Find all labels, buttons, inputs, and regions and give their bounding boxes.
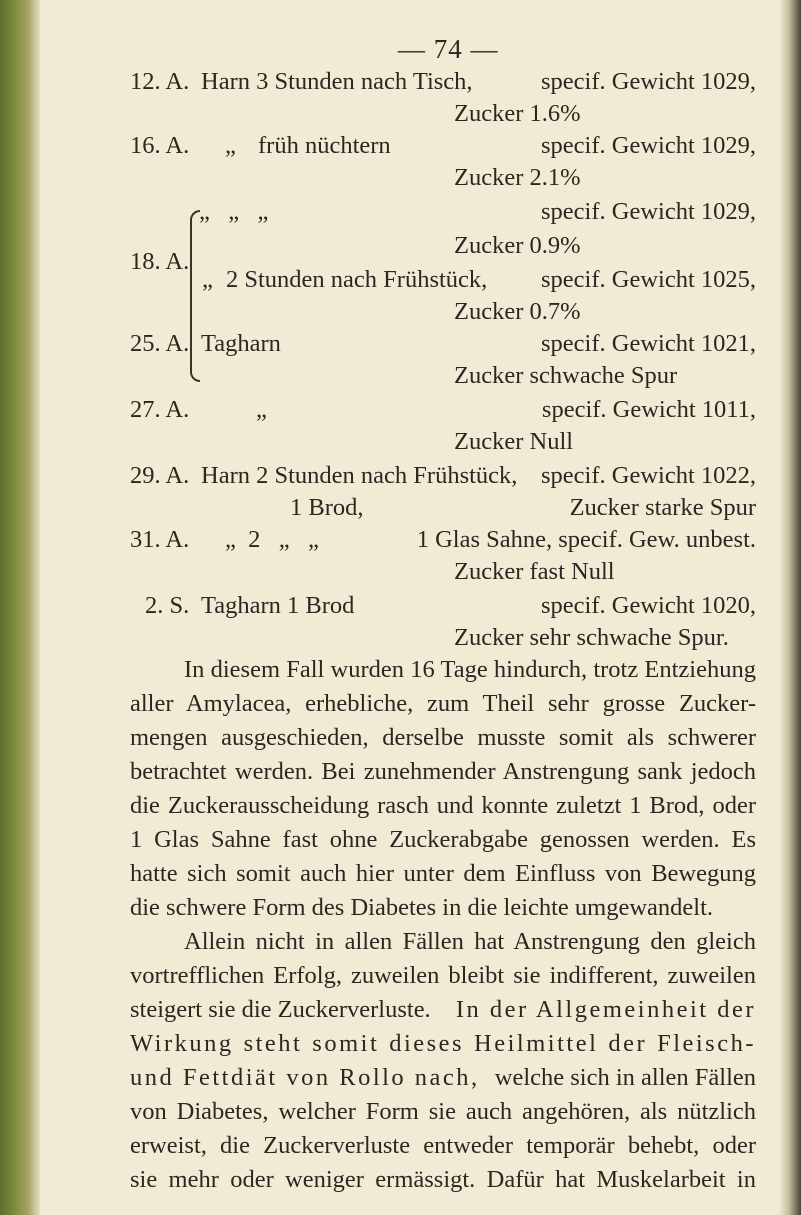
record-label: 31. A. [130,526,190,553]
record-label: 27. A. [130,396,190,423]
paragraph-line: Allein nicht in allen Fällen hat Anstrengung den gleich [184,928,756,955]
paragraph-line: die schwere Form des Diabetes in die leichte umgewandelt. [130,894,714,921]
paragraph-line: erweist, die Zuckerverluste entweder temporär behebt, oder [130,1132,756,1159]
text-run: welche sich in allen Fällen [494,1064,756,1091]
record-desc: Harn 3 Stunden nach Tisch, [201,68,473,95]
ditto-mark: „ [202,266,213,293]
record-line [130,392,756,428]
record-value: specif. Gewicht 1011, [541,396,756,423]
record-label: 29. A. [130,462,190,489]
record-line [130,128,756,164]
paragraph-line: betrachtet werden. Bei zunehmender Anstrengung sank jedoch [130,758,756,785]
ditto-mark: „ [225,132,236,159]
record-label: 16. A. [130,132,190,159]
record-value: Zucker 2.1% [454,164,581,191]
record-value: specif. Gewicht 1020, [541,592,756,619]
paragraph-line: In diesem Fall wurden 16 Tage hindurch, trotz Entziehung [184,656,756,683]
record-line [130,522,756,558]
record-desc: früh nüchtern [258,132,391,159]
record-value: specif. Gewicht 1029, [541,132,756,159]
emphasis-text: Wirkung steht somit dieses Heilmittel der Fleisch- [130,1030,756,1057]
record-value: specif. Gewicht 1029, [541,198,756,225]
record-value: Zucker fast Null [454,558,615,585]
record-line [130,96,756,132]
ditto-mark: „ „ „ [199,198,269,225]
record-label: 18. A. [130,248,190,275]
record-value: 1 Glas Sahne, specif. Gew. unbest. [416,526,756,553]
ditto-mark: „ 2 „ „ [225,526,319,553]
record-line [130,228,756,275]
paragraph-line: aller Amylacea, erhebliche, zum Theil sehr grosse Zucker- [130,690,756,717]
record-line [130,160,756,196]
record-value: Zucker 0.7% [454,298,581,325]
paragraph-line: vortrefflichen Erfolg, zuweilen bleibt sie indifferent, zuweilen [130,962,756,989]
record-line [130,294,756,330]
record-line [130,424,756,460]
record-value: specif. Gewicht 1021, [541,330,756,357]
emphasis-text: In der Allgemeinheit der [455,996,756,1023]
record-value: Zucker schwache Spur [454,362,678,389]
record-desc: Tagharn 1 Brod [201,592,355,619]
paragraph-line: 1 Glas Sahne fast ohne Zuckerabgabe genossen werden. Es [130,826,756,853]
record-line [130,458,756,494]
record-line [130,262,756,298]
record-line [130,194,756,230]
record-label: 2. S. [145,592,190,619]
paragraph-line: sie mehr oder weniger ermässigt. Dafür hat Muskelarbeit in [130,1166,756,1193]
record-value: specif. Gewicht 1029, [541,68,756,95]
record-value: Zucker sehr schwache Spur. [454,624,729,651]
record-value: Zucker Null [454,428,574,455]
record-desc: Tagharn [201,330,281,357]
record-line [130,358,756,394]
text-run: steigert sie die Zuckerverluste. [130,996,431,1023]
paragraph-line: hatte sich somit auch hier unter dem Einfluss von Bewegung [130,860,756,887]
record-value: Zucker 0.9% [454,232,581,259]
page-number: — 74 — [398,34,499,64]
emphasis-text: und Fettdiät von Rollo nach, [130,1064,480,1091]
record-line [130,326,756,362]
paragraph-line: mengen ausgeschieden, derselbe musste somit als schwerer [130,724,756,751]
record-line [130,64,756,100]
record-desc: Harn 2 Stunden nach Frühstück, [201,462,518,489]
record-label: 25. A. [130,330,190,357]
paragraph-line: die Zuckerausscheidung rasch und konnte zuletzt 1 Brod, oder [130,792,756,819]
paragraph-line: von Diabetes, welcher Form sie auch angehören, als nützlich [130,1098,756,1125]
record-line [130,554,756,590]
record-line [130,620,756,656]
record-label: 12. A. [130,68,190,95]
ditto-mark: „ [256,396,267,423]
record-value: specif. Gewicht 1022, [541,462,756,489]
paragraph-line [130,992,756,1028]
record-line [130,588,756,624]
record-value: Zucker starke Spur [569,494,756,521]
record-desc: 1 Brod, [290,494,364,521]
record-value: Zucker 1.6% [454,100,581,127]
paragraph-line [130,1060,756,1096]
record-line [130,490,756,526]
record-desc: 2 Stunden nach Frühstück, [226,266,488,293]
record-value: specif. Gewicht 1025, [541,266,756,293]
